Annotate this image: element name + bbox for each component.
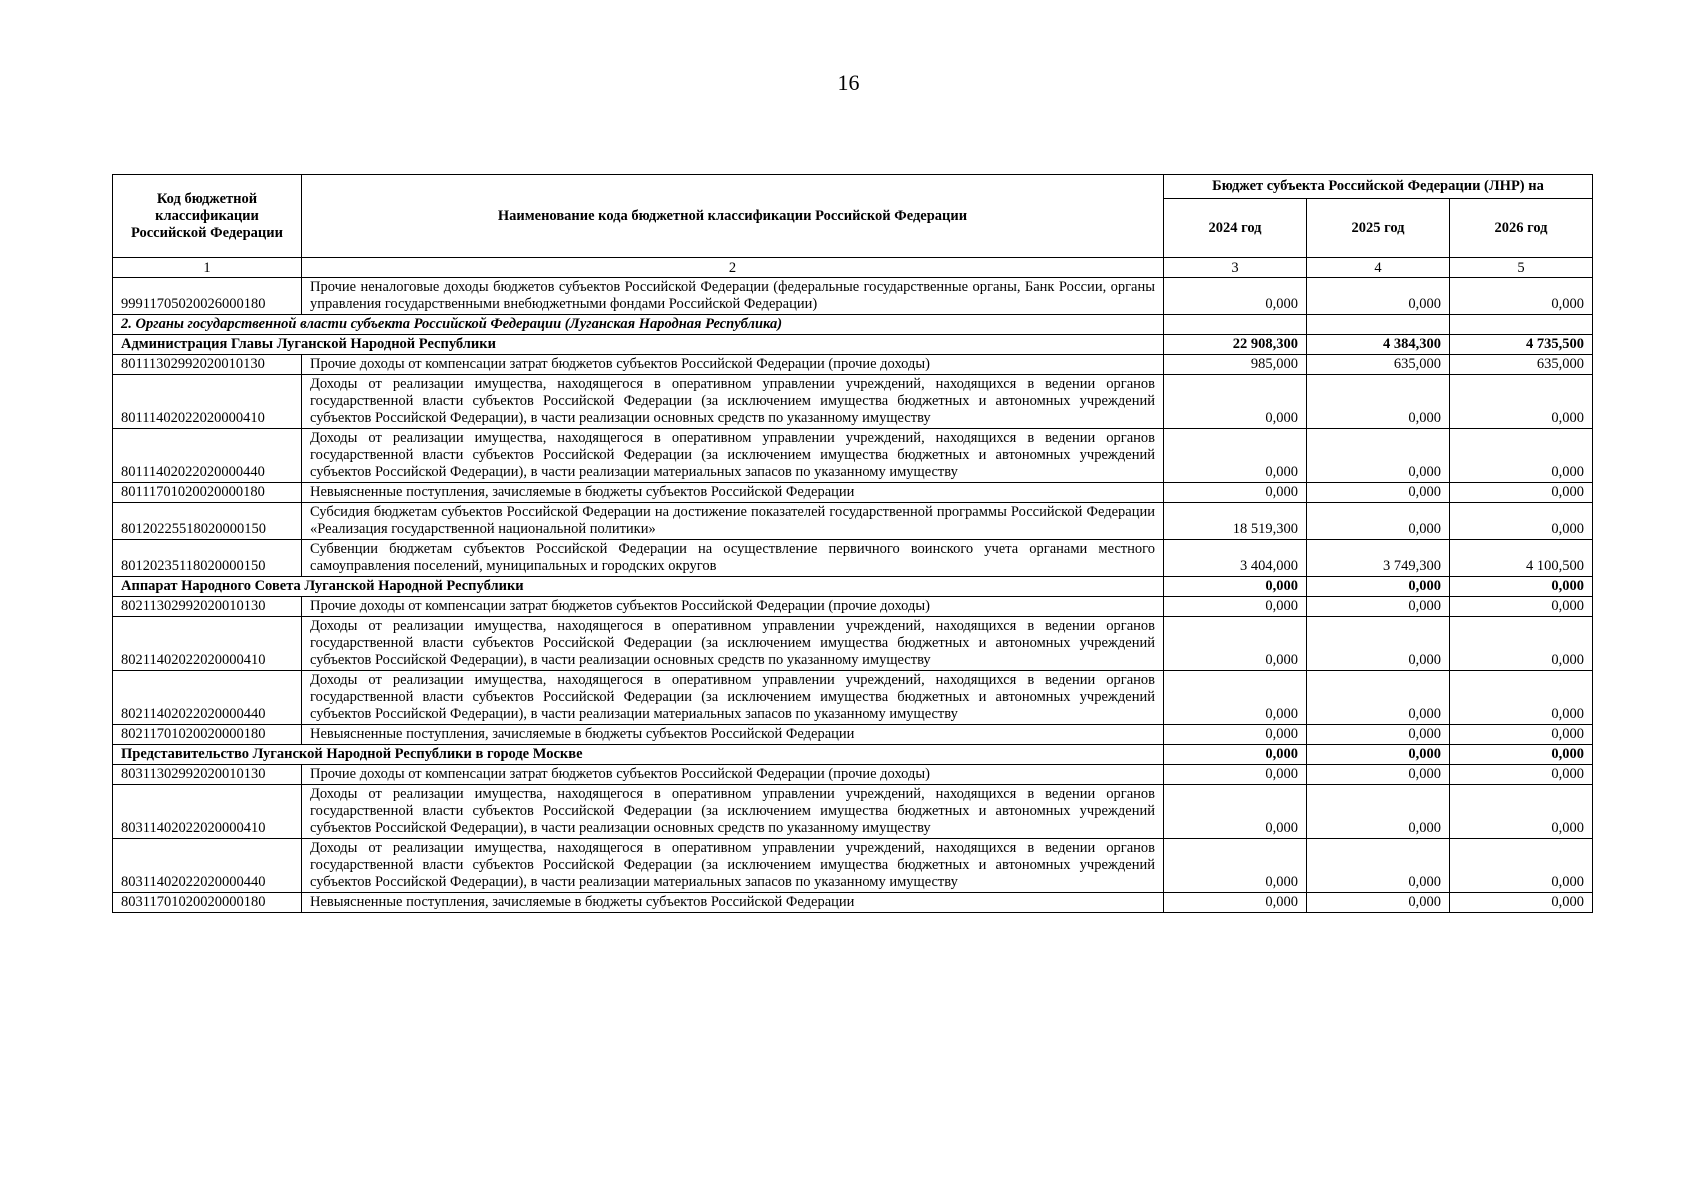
budget-code: 80120225518020000150: [113, 503, 302, 540]
value-2024: 0,000: [1164, 429, 1307, 483]
table-row: [113, 617, 1593, 671]
column-number: 2: [302, 258, 1164, 278]
budget-code-name: Невыясненные поступления, зачисляемые в бюджеты субъектов Российской Федерации: [302, 725, 1164, 745]
value-2025: 0,000: [1307, 745, 1450, 765]
value-2026: 0,000: [1450, 893, 1593, 913]
column-number: 1: [113, 258, 302, 278]
budget-code: 80111402022020000440: [113, 429, 302, 483]
value-2026: 0,000: [1450, 483, 1593, 503]
value-2024: [1164, 315, 1307, 335]
value-2025: 0,000: [1307, 483, 1450, 503]
budget-code: 80311701020020000180: [113, 893, 302, 913]
column-number-row: [113, 258, 1593, 278]
value-2024: 0,000: [1164, 577, 1307, 597]
value-2024: 0,000: [1164, 671, 1307, 725]
value-2025: 635,000: [1307, 355, 1450, 375]
value-2025: 0,000: [1307, 839, 1450, 893]
administrator-name: Представительство Луганской Народной Республики в городе Москве: [113, 745, 1164, 765]
budget-code: 80311402022020000410: [113, 785, 302, 839]
table-row: [113, 893, 1593, 913]
table-row: [113, 429, 1593, 483]
value-2026: 0,000: [1450, 671, 1593, 725]
value-2025: 0,000: [1307, 725, 1450, 745]
budget-code: 80211402022020000440: [113, 671, 302, 725]
value-2026: 4 735,500: [1450, 335, 1593, 355]
value-2026: 0,000: [1450, 725, 1593, 745]
value-2025: 0,000: [1307, 765, 1450, 785]
value-2024: 0,000: [1164, 785, 1307, 839]
value-2026: 0,000: [1450, 278, 1593, 315]
value-2024: 18 519,300: [1164, 503, 1307, 540]
table-row: [113, 355, 1593, 375]
value-2026: 0,000: [1450, 375, 1593, 429]
value-2024: 0,000: [1164, 375, 1307, 429]
budget-code-name: Прочие доходы от компенсации затрат бюджетов субъектов Российской Федерации (прочие доходы): [302, 597, 1164, 617]
value-2026: 4 100,500: [1450, 540, 1593, 577]
value-2025: 0,000: [1307, 503, 1450, 540]
value-2024: 0,000: [1164, 483, 1307, 503]
value-2026: [1450, 315, 1593, 335]
budget-code: 80211701020020000180: [113, 725, 302, 745]
budget-code-name: Доходы от реализации имущества, находящегося в оперативном управлении учреждений, находящихся в ведении органов государственной власти субъектов Российской Федерации (за исключением имущества бюджетных и автономных учреждений субъектов Российской Федерации), в части реализации материальных запасов по указанному имуществу: [302, 671, 1164, 725]
header-year-2024: 2024 год: [1164, 199, 1307, 258]
table-row: [113, 725, 1593, 745]
budget-code-name: Субсидия бюджетам субъектов Российской Федерации на достижение показателей государственной программы Российской Федерации «Реализация государственной национальной политики»: [302, 503, 1164, 540]
administrator-row: [113, 577, 1593, 597]
budget-code-name: Прочие доходы от компенсации затрат бюджетов субъектов Российской Федерации (прочие доходы): [302, 765, 1164, 785]
administrator-name: Администрация Главы Луганской Народной Республики: [113, 335, 1164, 355]
value-2026: 0,000: [1450, 597, 1593, 617]
value-2024: 985,000: [1164, 355, 1307, 375]
table-body: [113, 278, 1593, 913]
budget-code-name: Прочие неналоговые доходы бюджетов субъектов Российской Федерации (федеральные государственные органы, Банк России, органы управления государственными внебюджетными фондами Российской Федерации): [302, 278, 1164, 315]
table-row: [113, 671, 1593, 725]
value-2026: 635,000: [1450, 355, 1593, 375]
header-year-2025: 2025 год: [1307, 199, 1450, 258]
value-2025: 0,000: [1307, 429, 1450, 483]
header-code-column: Код бюджетной классификации Российской Федерации: [113, 175, 302, 258]
budget-code: 80111402022020000410: [113, 375, 302, 429]
value-2025: 0,000: [1307, 278, 1450, 315]
budget-code-name: Невыясненные поступления, зачисляемые в бюджеты субъектов Российской Федерации: [302, 483, 1164, 503]
value-2026: 0,000: [1450, 839, 1593, 893]
value-2026: 0,000: [1450, 429, 1593, 483]
value-2024: 3 404,000: [1164, 540, 1307, 577]
budget-table: [112, 174, 1593, 913]
value-2026: 0,000: [1450, 617, 1593, 671]
column-number: 5: [1450, 258, 1593, 278]
value-2025: 0,000: [1307, 785, 1450, 839]
table-row: [113, 540, 1593, 577]
administrator-name: Аппарат Народного Совета Луганской Народной Республики: [113, 577, 1164, 597]
value-2025: 0,000: [1307, 893, 1450, 913]
budget-code-name: Субвенции бюджетам субъектов Российской Федерации на осуществление первичного воинского учета органами местного самоуправления поселений, муниципальных и городских округов: [302, 540, 1164, 577]
table-row: [113, 785, 1593, 839]
budget-code: 80211302992020010130: [113, 597, 302, 617]
budget-code: 80311302992020010130: [113, 765, 302, 785]
value-2025: 0,000: [1307, 577, 1450, 597]
table-row: [113, 597, 1593, 617]
value-2024: 0,000: [1164, 765, 1307, 785]
budget-code-name: Доходы от реализации имущества, находящегося в оперативном управлении учреждений, находящихся в ведении органов государственной власти субъектов Российской Федерации (за исключением имущества бюджетных и автономных учреждений субъектов Российской Федерации), в части реализации материальных запасов по указанному имуществу: [302, 839, 1164, 893]
column-number: 4: [1307, 258, 1450, 278]
budget-code-name: Доходы от реализации имущества, находящегося в оперативном управлении учреждений, находящихся в ведении органов государственной власти субъектов Российской Федерации (за исключением имущества бюджетных и автономных учреждений субъектов Российской Федерации), в части реализации основных средств по указанному имуществу: [302, 375, 1164, 429]
header-name-column: Наименование кода бюджетной классификации Российской Федерации: [302, 175, 1164, 258]
value-2025: 0,000: [1307, 671, 1450, 725]
value-2025: 3 749,300: [1307, 540, 1450, 577]
budget-code-name: Доходы от реализации имущества, находящегося в оперативном управлении учреждений, находящихся в ведении органов государственной власти субъектов Российской Федерации (за исключением имущества бюджетных и автономных учреждений субъектов Российской Федерации), в части реализации материальных запасов по указанному имуществу: [302, 429, 1164, 483]
budget-code: 80311402022020000440: [113, 839, 302, 893]
administrator-row: [113, 745, 1593, 765]
table-row: [113, 503, 1593, 540]
value-2026: 0,000: [1450, 765, 1593, 785]
budget-code-name: Доходы от реализации имущества, находящегося в оперативном управлении учреждений, находящихся в ведении органов государственной власти субъектов Российской Федерации (за исключением имущества бюджетных и автономных учреждений субъектов Российской Федерации), в части реализации основных средств по указанному имуществу: [302, 785, 1164, 839]
header-year-2026: 2026 год: [1450, 199, 1593, 258]
table-row: [113, 278, 1593, 315]
budget-code-name: Доходы от реализации имущества, находящегося в оперативном управлении учреждений, находящихся в ведении органов государственной власти субъектов Российской Федерации (за исключением имущества бюджетных и автономных учреждений субъектов Российской Федерации), в части реализации основных средств по указанному имуществу: [302, 617, 1164, 671]
value-2024: 0,000: [1164, 597, 1307, 617]
budget-code-name: Прочие доходы от компенсации затрат бюджетов субъектов Российской Федерации (прочие доходы): [302, 355, 1164, 375]
value-2025: 4 384,300: [1307, 335, 1450, 355]
value-2024: 0,000: [1164, 745, 1307, 765]
value-2025: 0,000: [1307, 375, 1450, 429]
table-row: [113, 483, 1593, 503]
budget-code: 80111701020020000180: [113, 483, 302, 503]
table-row: [113, 839, 1593, 893]
value-2025: 0,000: [1307, 597, 1450, 617]
section-row: [113, 315, 1593, 335]
budget-code: 80111302992020010130: [113, 355, 302, 375]
table-row: [113, 375, 1593, 429]
value-2024: 0,000: [1164, 617, 1307, 671]
value-2026: 0,000: [1450, 503, 1593, 540]
value-2025: 0,000: [1307, 617, 1450, 671]
value-2024: 0,000: [1164, 278, 1307, 315]
value-2024: 0,000: [1164, 839, 1307, 893]
budget-code-name: Невыясненные поступления, зачисляемые в бюджеты субъектов Российской Федерации: [302, 893, 1164, 913]
value-2026: 0,000: [1450, 577, 1593, 597]
section-title: 2. Органы государственной власти субъекта Российской Федерации (Луганская Народная Республика): [113, 315, 1164, 335]
value-2026: 0,000: [1450, 785, 1593, 839]
header-budget-group: Бюджет субъекта Российской Федерации (ЛНР) на: [1164, 175, 1593, 199]
value-2024: 0,000: [1164, 893, 1307, 913]
value-2025: [1307, 315, 1450, 335]
administrator-row: [113, 335, 1593, 355]
value-2024: 0,000: [1164, 725, 1307, 745]
value-2024: 22 908,300: [1164, 335, 1307, 355]
table-row: [113, 765, 1593, 785]
value-2026: 0,000: [1450, 745, 1593, 765]
page-number: 16: [837, 70, 860, 95]
budget-code: 99911705020026000180: [113, 278, 302, 315]
budget-code: 80120235118020000150: [113, 540, 302, 577]
column-number: 3: [1164, 258, 1307, 278]
budget-code: 80211402022020000410: [113, 617, 302, 671]
table-header: [113, 175, 1593, 278]
